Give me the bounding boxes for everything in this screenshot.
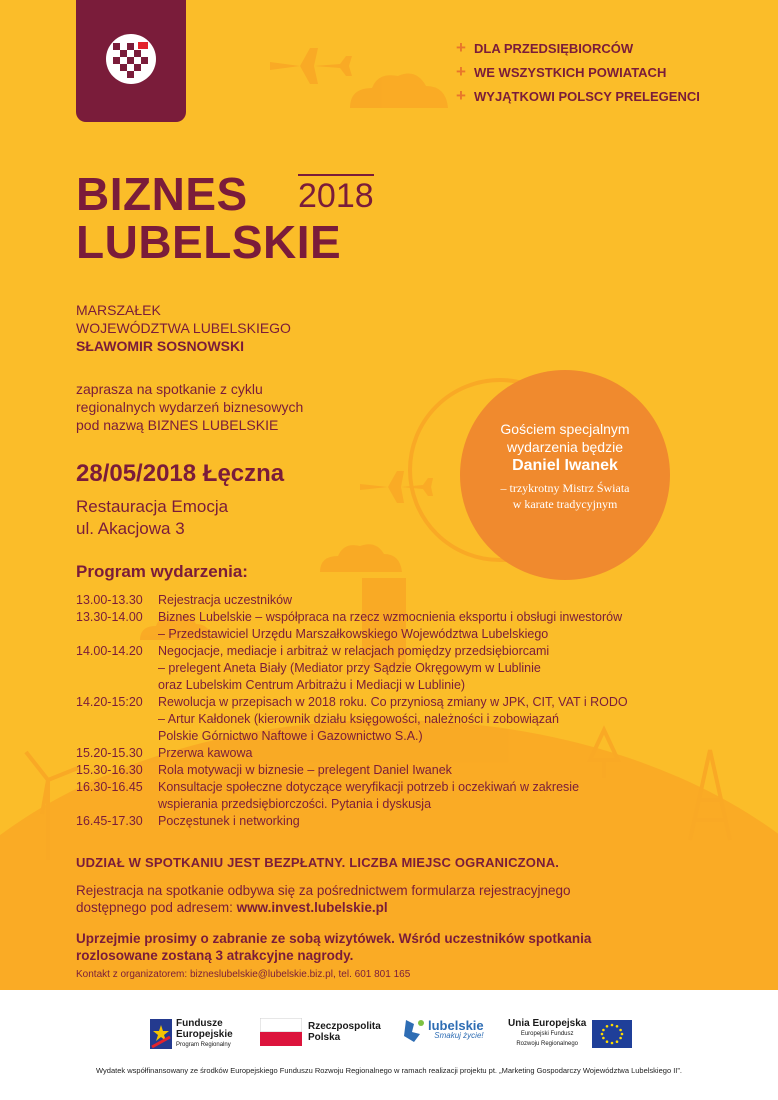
cofinancing-disclaimer: Wydatek współfinansowany ze środków Europejskiego Funduszu Rozwoju Regionalnego w ramach realizacji projektu pt. „Marketing Gospodarczy Województwa Lubelskiego II”. (96, 1066, 682, 1075)
eu-flag-icon (592, 1020, 632, 1048)
title-line-1: BIZNES (76, 168, 248, 220)
registration-info: Rejestracja na spotkanie odbywa się za pośrednictwem formularza rejestracyjnego dostępnego pod adresem: www.invest.lubelskie.pl (76, 883, 571, 915)
feature-item: + DLA PRZEDSIĘBIORCÓW (456, 38, 634, 57)
cloud-icon (320, 544, 402, 572)
plane-icon (360, 471, 433, 503)
footer-logos (0, 990, 778, 1100)
plus-icon: + (456, 86, 466, 105)
program-item: 14.20-15:20 Rewolucja w przepisach w 2018 roku. Co przyniosą zmiany w JPK, CIT, VAT i RODO – Artur Kałdonek (kierownik działu księgowości, należności i zobowiązań Polskie Górnictwo Naftowe i Gazownictwo S.A.) (76, 695, 628, 743)
brand-logo (76, 0, 186, 122)
contact-phone: 601 801 165 (354, 969, 411, 980)
program-item: 13.00-13.30 Rejestracja uczestników (76, 593, 293, 607)
guest-name: Daniel Iwanek (512, 457, 618, 474)
program-heading: Program wydarzenia: (76, 562, 248, 581)
plane-icon (270, 48, 352, 84)
event-date: 28/05/2018 Łęczna (76, 460, 285, 487)
plus-icon: + (456, 38, 466, 57)
program-item: 14.00-14.20 Negocjacje, mediacje i arbitraż w relacjach pomiędzy przedsiębiorcami – prelegent Aneta Biały (Mediator przy Sądzie Okręgowym w Lublinie oraz Lubelskim Centrum Arbitrażu i Mediacji w Lublinie) (76, 644, 550, 692)
event-address: ul. Akacjowa 3 (76, 519, 185, 538)
contact-info: Kontakt z organizatorem: bizneslubelskie@lubelskie.biz.pl, tel. 601 801 165 (76, 969, 411, 980)
program-item: 15.30-16.30 Rola motywacji w biznesie – prelegent Daniel Iwanek (76, 763, 452, 777)
lubelskie-logo: lubelskie Smakuj życie! (402, 1018, 484, 1044)
program-item: 13.30-14.00 Biznes Lubelskie – współpraca na rzecz wzmocnienia eksportu i obsługi inwestorów – Przedstawiciel Urzędu Marszałkowskiego Województwa Lubelskiego (76, 610, 623, 641)
event-title (76, 168, 374, 268)
event-venue: Restauracja Emocja ul. Akacjowa 3 (76, 497, 229, 538)
program-item: 16.30-16.45 Konsultacje społeczne dotyczące weryfikacji potrzeb i oczekiwań w zakresie wspierania przedsiębiorczości. Pytania i dyskusja (76, 780, 580, 811)
invitation-text: zaprasza na spotkanie z cyklu regionalnych wydarzeń biznesowych pod nazwą BIZNES LUBELSKIE (76, 381, 304, 433)
feature-item: + WYJĄTKOWI POLSCY PRELEGENCI (456, 86, 700, 105)
feature-list (456, 36, 700, 108)
special-guest-badge: Gościem specjalnym wydarzenia będzie Daniel Iwanek – trzykrotny Mistrz Świata w karate tradycyjnym (460, 370, 670, 580)
program-list (76, 592, 718, 830)
feature-item: + WE WSZYSTKICH POWIATACH (456, 62, 667, 81)
fe-star-icon (150, 1019, 172, 1049)
registration-link[interactable]: www.invest.lubelskie.pl (236, 900, 388, 915)
program-item: 16.45-17.30 Poczęstunek i networking (76, 814, 300, 828)
globe-logo-icon (105, 33, 157, 85)
free-entry-notice: UDZIAŁ W SPOTKANIU JEST BEZPŁATNY. LICZBA MIEJSC OGRANICZONA. (76, 855, 560, 870)
contact-email[interactable]: bizneslubelskie@lubelskie.biz.pl (189, 969, 333, 980)
unia-europejska-logo: Unia Europejska Europejski Fundusz Rozwoju Regionalnego (508, 1018, 632, 1049)
lubelskie-mark-icon (402, 1018, 426, 1044)
polish-flag-icon (260, 1018, 302, 1046)
cloud-icon (350, 74, 448, 108)
fundusze-europejskie-logo: Fundusze Europejskie Program Regionalny (150, 1018, 233, 1050)
host-name: SŁAWOMIR SOSNOWSKI (76, 338, 244, 354)
business-cards-note: Uprzejmie prosimy o zabranie ze sobą wizytówek. Wśród uczestników spotkania rozlosowane zostaną 3 atrakcyjne nagrody. (76, 931, 592, 963)
host-block: MARSZAŁEK WOJEWÓDZTWA LUBELSKIEGO SŁAWOMIR SOSNOWSKI (76, 302, 291, 354)
title-line-2: LUBELSKIE (76, 216, 342, 268)
title-year: 2018 (298, 174, 374, 216)
rzeczpospolita-polska-logo: Rzeczpospolita Polska (260, 1018, 381, 1046)
plus-icon: + (456, 62, 466, 81)
program-item: 15.20-15.30 Przerwa kawowa (76, 746, 253, 760)
